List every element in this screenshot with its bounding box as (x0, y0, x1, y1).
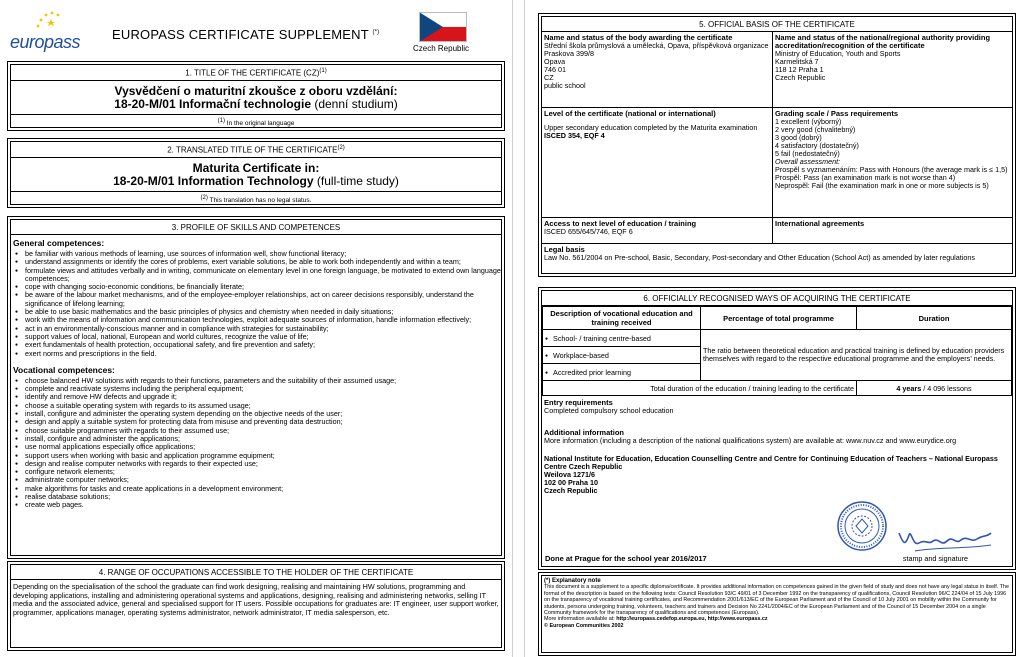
competence-item: ● be aware of the labour market mechanisms, and of the employee-employer relationships, act on career decisions responsibly, understand the significance of lifelong learning; (13, 291, 501, 308)
grading-label: Grading scale / Pass requirements (775, 109, 898, 118)
level-label: Level of the certificate (national or international) (544, 109, 716, 118)
address-line: Ministry of Education, Youth and Sports (775, 49, 901, 58)
way-prior-learning: ● Accredited prior learning (543, 364, 701, 381)
legal-basis-label: Legal basis (544, 245, 585, 254)
address-line: Střední škola průmyslová a umělecká, Opava, příspěvková organizace (544, 41, 769, 50)
section-title-of-certificate (10, 64, 502, 128)
authority-label: Name and status of the national/regional authority providing accreditation/recognition of the certificate (775, 33, 991, 50)
awarding-row (542, 32, 1012, 107)
competence-item: ● administrate computer networks; (13, 476, 501, 484)
awarding-body-lines (544, 42, 770, 90)
section-skills-competences (10, 219, 502, 556)
competence-item: ● understand assignments or identify the cores of problems, exert variable solutions, be able to work both independently and within a team; (13, 258, 501, 266)
grading-cell (773, 108, 1012, 217)
address-line: Karmelitská 7 (775, 57, 819, 66)
total-duration-value: 4 years / 4 096 lessons (857, 381, 1012, 396)
more-info-links[interactable]: http://europass.cedefop.europa.eu, http://www.europass.cz (616, 616, 768, 623)
competence-item: ● support users when working with basic and application programme equipment; (13, 452, 501, 460)
section-heading: 3. PROFILE OF SKILLS AND COMPETENCES (11, 220, 501, 235)
address-line: 746 01 (544, 65, 566, 74)
competence-item: ● be able to use basic mathematics and the basic principles of physics and chemistry when needed in daily situations; (13, 308, 501, 316)
authority-cell (773, 32, 1012, 107)
footnote: (1) In the original language (217, 117, 295, 127)
assessment-line: Prospěl s vyznamenáním: Pass with Honours (the average mark is ≤ 1,5) (775, 165, 1008, 174)
col-header-percentage: Percentage of total programme (701, 307, 857, 330)
institute-address (544, 455, 1010, 495)
level-isced: ISCED 354, EQF 4 (544, 131, 605, 140)
competence-item: ● realise database solutions; (13, 493, 501, 501)
access-row (542, 218, 1012, 243)
copyright: © European Communities 2002 (544, 622, 624, 629)
competence-item: ● identify and remove HW defects and upgrade it; (13, 393, 501, 401)
grading-lines (775, 118, 1010, 158)
level-cell (542, 108, 773, 217)
logo-wordmark: europass (10, 32, 81, 52)
competence-item: ● act in an environmentally-conscious manner and in compliance with strategies for sustainability; (13, 325, 501, 333)
stars-icon (34, 10, 64, 32)
competence-item: ● install, configure and administer the applications; (13, 435, 501, 443)
address-line: Czech Republic (775, 73, 826, 82)
institute-line: Weilova 1271/6 (544, 470, 596, 479)
way-workplace-based: ● Workplace-based (543, 347, 701, 364)
competence-item: ● choose balanced HW solutions with regards to their functions, parameters and the suitability of their assumed usage; (13, 377, 501, 385)
done-at-text: Done at Prague for the school year 2016/2017 (545, 554, 707, 563)
access-label: Access to next level of education / training (544, 219, 697, 228)
competence-item: ● complete and reactivate systems including the peripheral equipment; (13, 385, 501, 393)
page-divider (512, 0, 525, 657)
competence-item: ● design and apply a suitable system for protecting data from misuse and preventing data destruction; (13, 418, 501, 426)
vocational-competences-list (11, 377, 501, 510)
general-competences-title: General competences: (13, 238, 105, 248)
europass-logo (10, 10, 82, 52)
explanatory-note (541, 575, 1013, 653)
country-label: Czech Republic (413, 44, 470, 53)
footnote: (2) This translation has no legal status. (200, 194, 312, 204)
section-translated-title (10, 141, 502, 205)
access-text: ISCED 655/645/746, EQF 6 (544, 227, 633, 236)
competence-item: ● support values of local, national, European and world cultures, recognize the value of life; (13, 333, 501, 341)
legal-basis-text: Law No. 561/2004 on Pre-school, Basic, Secondary, Post-secondary and Other Education (School Act) as amended by later regulations (544, 253, 975, 262)
entry-requirements (542, 396, 1012, 498)
entry-label: Entry requirements (544, 398, 613, 407)
explanatory-text: This document is a supplement to a specific diploma/certificate. It provides additional information on competences gained in the given field of study and does not have any legal status in itself. The format of the description is based on the following texts: Council Resolution 93/C 49/01 of 3 December 1992 on the transparency of qualifications, Council Resolution 96/C 224/04 of 15 July 1996 on the transparency of vocational training certificates, and Recommendation 2001/613/EC of the European Parliament and of the Council of 10 July 2001 on mobility within the Community for students, persons undergoing training, volunteers, teachers and trainers and Decision No 2241/2004/EC of the European Parliament and of the Council of 15 December 2004 on a single Community framework for the transparency of qualifications and competences (Europass). (544, 584, 1009, 617)
competence-item: ● exert fundamentals of health protection, occupational safety, and fire prevention and safety; (13, 341, 501, 349)
occupations-text: Depending on the specialisation of the school the graduate can find work designing, realising and maintaining HW solutions, programming and developing applications, installing and administering operational systems and applications, designing, realising and administering networks, selling IT media and the associated advice, general and specialised support for IT users. Possible occupations for graduates are: IT engineer, user support worker, programmer, applications manager, operating systems administrator, network administrator, IT media salesperson, etc. (13, 582, 499, 617)
level-row (542, 108, 1012, 217)
section-heading: 4. RANGE OF OCCUPATIONS ACCESSIBLE TO THE HOLDER OF THE CERTIFICATE (11, 565, 501, 580)
competence-item: ● choose a suitable operating system with regards to its assumed usage; (13, 402, 501, 410)
institute-line: National Institute for Education, Education Counselling Centre and Centre for Continuing Education of Teachers – National Europass Centre Czech Republic (544, 454, 998, 471)
section-heading: 5. OFFICIAL BASIS OF THE CERTIFICATE (542, 17, 1012, 32)
competence-item: ● use normal applications especially office applications; (13, 443, 501, 451)
vocational-competences-title: Vocational competences: (13, 364, 115, 375)
grade-line: 3 good (dobrý) (775, 133, 822, 142)
general-competences-list (11, 250, 501, 358)
competence-item: ● cope with changing socio-economic conditions, be financially literate; (13, 283, 501, 291)
competence-item: ● install, configure and administer the operating system depending on the objective needs of the user; (13, 410, 501, 418)
competence-item: ● choose suitable programmes with regards to their assumed use; (13, 427, 501, 435)
stamp-label: stamp and signature (902, 554, 968, 563)
assessment-title: Overall assessment: (775, 157, 841, 166)
section-heading: 2. TRANSLATED TITLE OF THE CERTIFICATE$^{(2)}$ (11, 142, 501, 158)
way-school-based: ● School- / training centre-based (543, 330, 701, 347)
assessment-lines (775, 166, 1010, 190)
grade-line: 5 fail (nedostatečný) (775, 149, 840, 158)
entry-text: Completed compulsory school education (544, 406, 674, 415)
competence-item: ● formulate views and attitudes verbally and in writing, communicate on elementary level in one foreign language, be motivated to extend own language competences; (13, 267, 501, 284)
authority-lines (775, 50, 1010, 82)
certificate-title: Vysvědčení o maturitní zkoušce z oboru vzdělání: 18-20-M/01 Informační technologie (denní studium) (11, 81, 501, 115)
competence-item: ● exert norms and prescriptions in the field. (13, 350, 501, 358)
access-cell (542, 218, 773, 243)
acquisition-table (542, 306, 1012, 396)
institute-line: Czech Republic (544, 486, 598, 495)
ratio-text: The ratio between theoretical education and practical training is defined by education providers themselves with regard to the respective educational programme and the employers’ needs. (701, 330, 1012, 381)
legal-basis-cell (542, 244, 1012, 264)
section-heading: 6. OFFICIALLY RECOGNISED WAYS OF ACQUIRING THE CERTIFICATE (542, 291, 1012, 306)
explanatory-title: (*) Explanatory note (544, 578, 601, 584)
assessment-line: Prospěl: Pass (an examination mark is not worse than 4) (775, 173, 956, 182)
additional-text: More information (including a description of the national qualifications system) are available at: www.nuv.cz and www.eurydice.org (544, 436, 957, 445)
competence-item: ● be familiar with various methods of learning, use sources of information well, show functional literacy; (13, 250, 501, 258)
right-page (525, 0, 1024, 657)
grade-line: 4 satisfactory (dostatečný) (775, 141, 859, 150)
awarding-body-cell (542, 32, 773, 107)
czech-flag-icon (419, 12, 467, 42)
awarding-body-label: Name and status of the body awarding the certificate (544, 33, 733, 42)
col-header-duration: Duration (857, 307, 1012, 330)
competence-item: ● configure network elements; (13, 468, 501, 476)
competence-item: ● make algorithms for tasks and create applications in a development environment; (13, 485, 501, 493)
competence-item: ● design and realise computer networks with regards to their expected use; (13, 460, 501, 468)
total-duration-label: Total duration of the education / training leading to the certificate (543, 381, 857, 396)
competence-item: ● create web pages. (13, 501, 501, 509)
assessment-line: Neprospěl: Fail (the examination mark in one or more subjects is 5) (775, 181, 989, 190)
section-range-of-occupations (10, 564, 502, 648)
section-heading: 1. TITLE OF THE CERTIFICATE (CZ)$^{(1)}$ (11, 65, 501, 81)
additional-label: Additional information (544, 428, 624, 437)
grade-line: 2 very good (chvalitebný) (775, 125, 856, 134)
col-header-description: Description of vocational education and training received (543, 307, 701, 330)
signature-icon (895, 525, 995, 555)
address-line: Opava (544, 57, 566, 66)
level-text: Upper secondary education completed by the Maturita examination (544, 123, 758, 132)
address-line: Praskova 399/8 (544, 49, 594, 58)
section-official-basis (541, 16, 1013, 274)
international-label: International agreements (775, 219, 865, 228)
institute-line: 102 00 Praha 10 (544, 478, 598, 487)
address-line: CZ (544, 73, 554, 82)
official-seal-icon (836, 500, 888, 552)
grade-line: 1 excellent (výborný) (775, 117, 842, 126)
address-line: public school (544, 81, 586, 90)
international-cell (773, 218, 1012, 243)
competence-item: ● work with the means of information and communication technologies, exploit adequate sources of information, handle information effectively; (13, 316, 501, 324)
translated-title: Maturita Certificate in: 18-20-M/01 Information Technology (full-time study) (11, 158, 501, 192)
address-line: 118 12 Praha 1 (775, 65, 824, 74)
document-title: EUROPASS CERTIFICATE SUPPLEMENT (*) (112, 27, 380, 42)
more-info: More information available at: http://europass.cedefop.europa.eu, http://www.europass.cz (544, 616, 768, 623)
